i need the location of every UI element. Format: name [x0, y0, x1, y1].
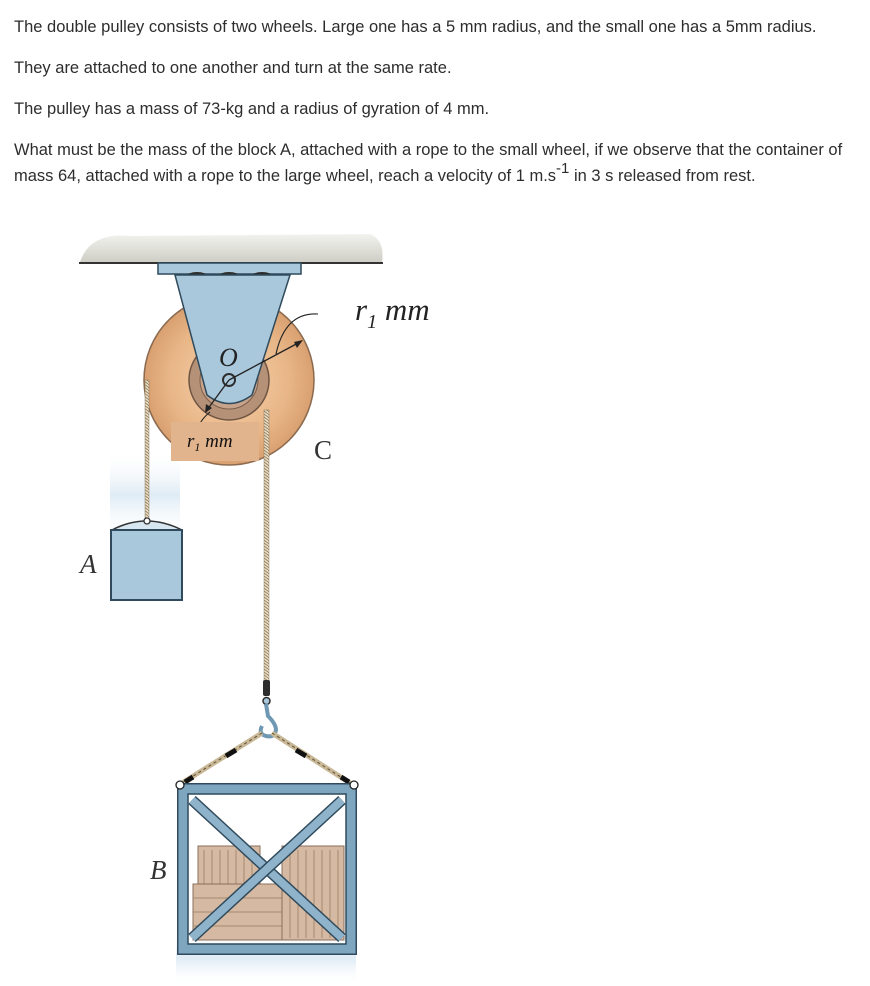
ceiling	[79, 234, 383, 263]
small-radius-label: $r_1$ mm	[187, 431, 233, 454]
problem-paragraph-3: The pulley has a mass of 73-kg and a radius of gyration of 4 mm.	[14, 100, 490, 118]
problem-paragraph-1: The double pulley consists of two wheels. Large one has a 5 mm radius, and the small one has a 5mm radius.	[14, 18, 817, 36]
rope-c	[264, 410, 269, 682]
center-label-o: O	[219, 343, 238, 372]
hook	[261, 680, 276, 736]
problem-paragraph-4-text: What must be the mass of the block A, attached with a rope to the small wheel, if we observe that the container of mass 64, attached with a rope to the large wheel, reach a velocity of 1 m.s	[14, 141, 843, 185]
problem-paragraph-4-end: in 3 s released from rest.	[569, 167, 756, 185]
velocity-unit-exponent: -1	[556, 159, 570, 177]
rope-label-c: C	[314, 435, 333, 465]
rope-to-block-a	[145, 380, 149, 520]
problem-paragraph-2: They are attached to one another and turn at the same rate.	[14, 59, 452, 77]
container-label-b: B	[150, 855, 167, 885]
block-label-a: A	[80, 549, 97, 579]
large-radius-label: $r_1$ mm	[355, 292, 430, 333]
container-slings	[182, 733, 350, 783]
block-a	[111, 518, 182, 600]
